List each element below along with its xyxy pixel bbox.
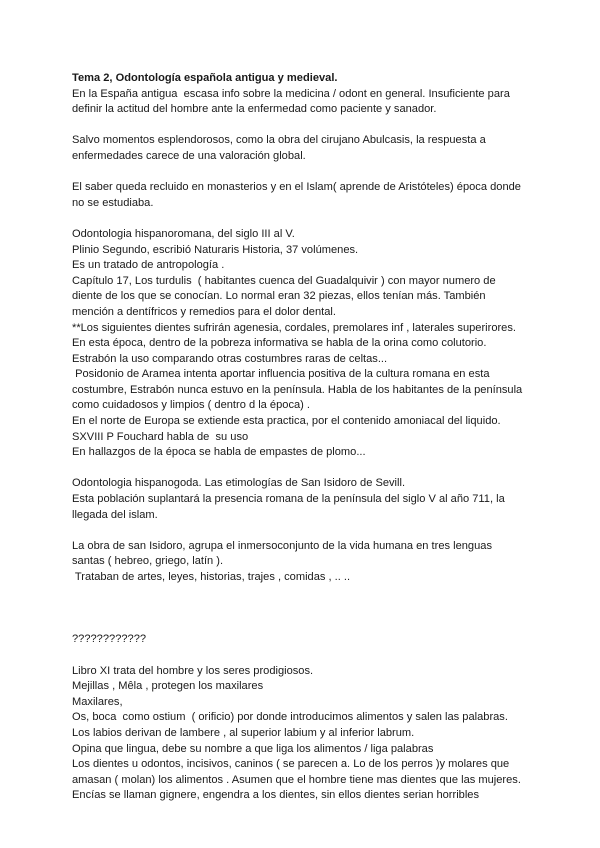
paragraph-gap <box>72 461 542 477</box>
text-line: Posidonio de Aramea intenta aportar influencia positiva de la cultura romana en esta <box>72 368 490 381</box>
paragraph-gap <box>72 648 542 664</box>
text-line: Trataban de artes, leyes, historias, trajes , comidas , .. .. <box>72 571 351 583</box>
text-line: santas ( hebreo, griego, latín ). <box>72 555 224 568</box>
text-line: En la España antigua escasa info sobre la medicina / odont en general. Insuficiente para <box>72 87 510 100</box>
paragraph-gap <box>72 523 542 539</box>
text-line: diente de los que se conocían. Lo normal eran 32 piezas, ellos tenían más. También <box>72 290 486 303</box>
paragraph-gap <box>72 211 542 227</box>
text-line: En esta época, dentro de la pobreza informativa se habla de la orina como colutorio. <box>72 337 487 350</box>
document-title: Tema 2, Odontología española antigua y medieval. <box>72 72 338 84</box>
text-line: En hallazgos de la época se habla de empastes de plomo... <box>72 446 366 459</box>
text-line: Maxilares, <box>72 695 123 708</box>
paragraph-gap <box>72 617 542 633</box>
paragraph-gap <box>72 586 542 617</box>
text-line: costumbre, Estrabón nunca estuvo en la península. Habla de los habitantes de la península <box>72 383 523 396</box>
text-line: enfermedades carece de una valoración global. <box>72 149 306 162</box>
text-line: Salvo momentos esplendorosos, como la obra del cirujano Abulcasis, la respuesta a <box>72 134 486 147</box>
text-line: **Los siguientes dientes sufrirán agenesia, cordales, premolares inf , laterales superirores. <box>72 321 516 334</box>
placeholder-line: ???????????? <box>72 633 147 646</box>
section-heading: Odontologia hispanogoda. Las etimologías de San Isidoro de Sevill. <box>72 477 406 490</box>
paragraph-gap <box>72 118 542 134</box>
text-line: Capítulo 17, Los turdulis ( habitantes cuenca del Guadalquivir ) con mayor numero de <box>72 274 496 287</box>
text-line: Encías se llaman gignere, engendra a los dientes, sin ellos dientes serian horribles <box>72 789 480 802</box>
text-line: En el norte de Europa se extiende esta practica, por el contenido amoniacal del liquido. <box>72 415 501 428</box>
text-line: no se estudiaba. <box>72 196 154 209</box>
section-heading: Odontologia hispanoromana, del siglo III al V. <box>72 227 295 240</box>
text-line: Estrabón la uso comparando otras costumbres raras de celtas... <box>72 352 388 365</box>
text-line: amasan ( molan) los alimentos . Asumen que el hombre tiene mas dientes que las mujeres. <box>72 773 521 786</box>
text-line: llegada del islam. <box>72 508 158 521</box>
text-line: Los labios derivan de lambere , al superior labium y al inferior labrum. <box>72 726 415 739</box>
document-page <box>72 71 542 804</box>
text-line: Mejillas , Mêla , protegen los maxilares <box>72 680 264 693</box>
text-line: como cuidadosos y limpios ( dentro d la época) . <box>72 399 311 412</box>
paragraph-gap <box>72 165 542 181</box>
text-line: Los dientes u odontos, incisivos, caninos ( se parecen a. Lo de los perros )y molares que <box>72 758 510 771</box>
text-line: definir la actitud del hombre ante la enfermedad como paciente y sanador. <box>72 103 437 116</box>
text-line: El saber queda recluido en monasterios y en el Islam( aprende de Aristóteles) época donde <box>72 181 521 194</box>
text-line: Libro XI trata del hombre y los seres prodigiosos. <box>72 664 314 677</box>
text-line: La obra de san Isidoro, agrupa el inmersoconjunto de la vida humana en tres lenguas <box>72 539 492 552</box>
text-line: Es un tratado de antropología . <box>72 259 225 272</box>
text-line: SXVIII P Fouchard habla de su uso <box>72 430 249 443</box>
text-line: mención a dentífricos y remedios para el dolor dental. <box>72 305 336 318</box>
text-line: Opina que lingua, debe su nombre a que liga los alimentos / liga palabras <box>72 742 434 755</box>
text-line: Os, boca como ostium ( orificio) por donde introducimos alimentos y salen las palabras. <box>72 711 508 724</box>
text-line: Plinio Segundo, escribió Naturaris Historia, 37 volúmenes. <box>72 243 359 256</box>
text-line: Esta población suplantará la presencia romana de la península del siglo V al año 711, la <box>72 493 505 506</box>
